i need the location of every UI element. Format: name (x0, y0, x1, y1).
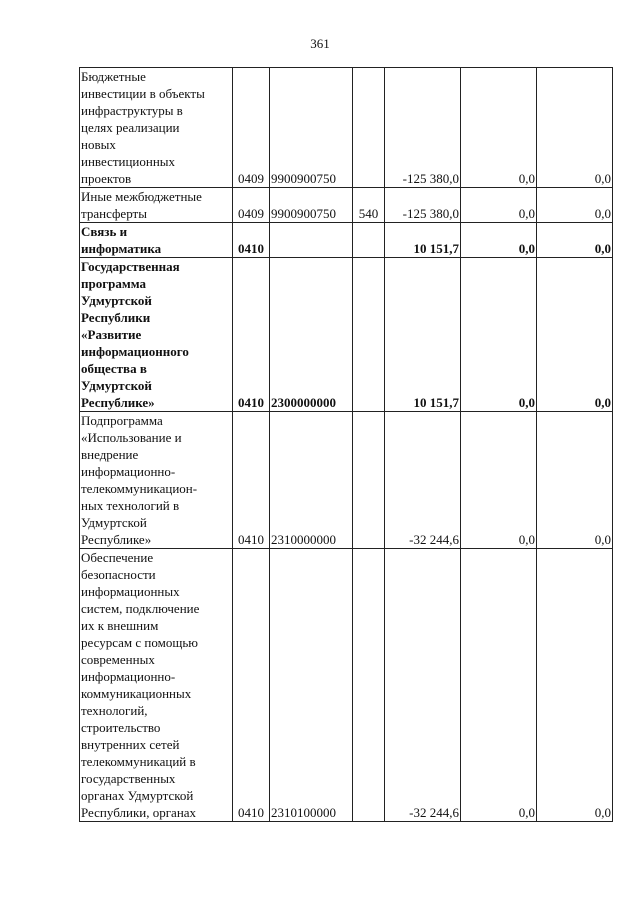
amount-cell: -125 380,0 (385, 188, 461, 223)
amount-cell: 10 151,7 (385, 223, 461, 258)
table-row (80, 68, 613, 188)
row-name: Иные межбюджетные трансферты (81, 189, 202, 221)
amount-col6-cell: 0,0 (537, 549, 613, 822)
target-item-code-cell: 2300000000 (270, 258, 353, 412)
section-code-cell: 0410 (233, 258, 270, 412)
target-item-code-cell: 2310000000 (270, 412, 353, 549)
expense-type-cell (353, 223, 385, 258)
row-name: Государственная программа Удмуртской Республики «Развитие информационного общества в Удмуртской Республике» (81, 259, 189, 410)
table-row (80, 223, 613, 258)
section-code-cell: 0409 (233, 68, 270, 188)
amount-cell: 10 151,7 (385, 258, 461, 412)
target-item-code-cell: 2310100000 (270, 549, 353, 822)
expense-type-cell: 540 (353, 188, 385, 223)
row-name: Обеспечение безопасности информационных систем, подключение их к внешним ресурсам с помощью современных информационно- коммуникационных технологий, строительство внутренних сетей телекоммуникаций в государственных органах Удмуртской Республики, органах (81, 550, 200, 820)
amount-col5-cell: 0,0 (461, 68, 537, 188)
expense-type-cell (353, 68, 385, 188)
target-item-code-cell: 9900900750 (270, 188, 353, 223)
budget-table (79, 67, 613, 822)
row-name-cell (80, 188, 233, 223)
target-item-code-cell (270, 223, 353, 258)
amount-col6-cell: 0,0 (537, 412, 613, 549)
amount-col6-cell: 0,0 (537, 188, 613, 223)
row-name: Бюджетные инвестиции в объекты инфраструктуры в целях реализации новых инвестиционных проектов (81, 69, 205, 186)
amount-col5-cell: 0,0 (461, 188, 537, 223)
amount-col5-cell: 0,0 (461, 223, 537, 258)
section-code-cell: 0410 (233, 223, 270, 258)
section-code-cell: 0409 (233, 188, 270, 223)
table-row (80, 258, 613, 412)
row-name-cell (80, 549, 233, 822)
expense-type-cell (353, 412, 385, 549)
amount-col5-cell: 0,0 (461, 258, 537, 412)
amount-col6-cell: 0,0 (537, 223, 613, 258)
section-code-cell: 0410 (233, 549, 270, 822)
amount-col6-cell: 0,0 (537, 68, 613, 188)
row-name: Связь и информатика (81, 224, 162, 256)
amount-cell: -32 244,6 (385, 412, 461, 549)
amount-cell: -125 380,0 (385, 68, 461, 188)
page-number: 361 (310, 36, 330, 51)
table-row (80, 188, 613, 223)
section-code-cell: 0410 (233, 412, 270, 549)
target-item-code-cell: 9900900750 (270, 68, 353, 188)
expense-type-cell (353, 549, 385, 822)
table-row (80, 412, 613, 549)
amount-col6-cell: 0,0 (537, 258, 613, 412)
row-name-cell (80, 68, 233, 188)
table-row (80, 549, 613, 822)
amount-col5-cell: 0,0 (461, 412, 537, 549)
row-name-cell (80, 223, 233, 258)
row-name: Подпрограмма «Использование и внедрение информационно- телекоммуникацион- ных технологий в Удмуртской Республике» (81, 413, 198, 547)
row-name-cell (80, 258, 233, 412)
row-name-cell (80, 412, 233, 549)
amount-col5-cell: 0,0 (461, 549, 537, 822)
expense-type-cell (353, 258, 385, 412)
amount-cell: -32 244,6 (385, 549, 461, 822)
budget-table-body (80, 68, 613, 822)
